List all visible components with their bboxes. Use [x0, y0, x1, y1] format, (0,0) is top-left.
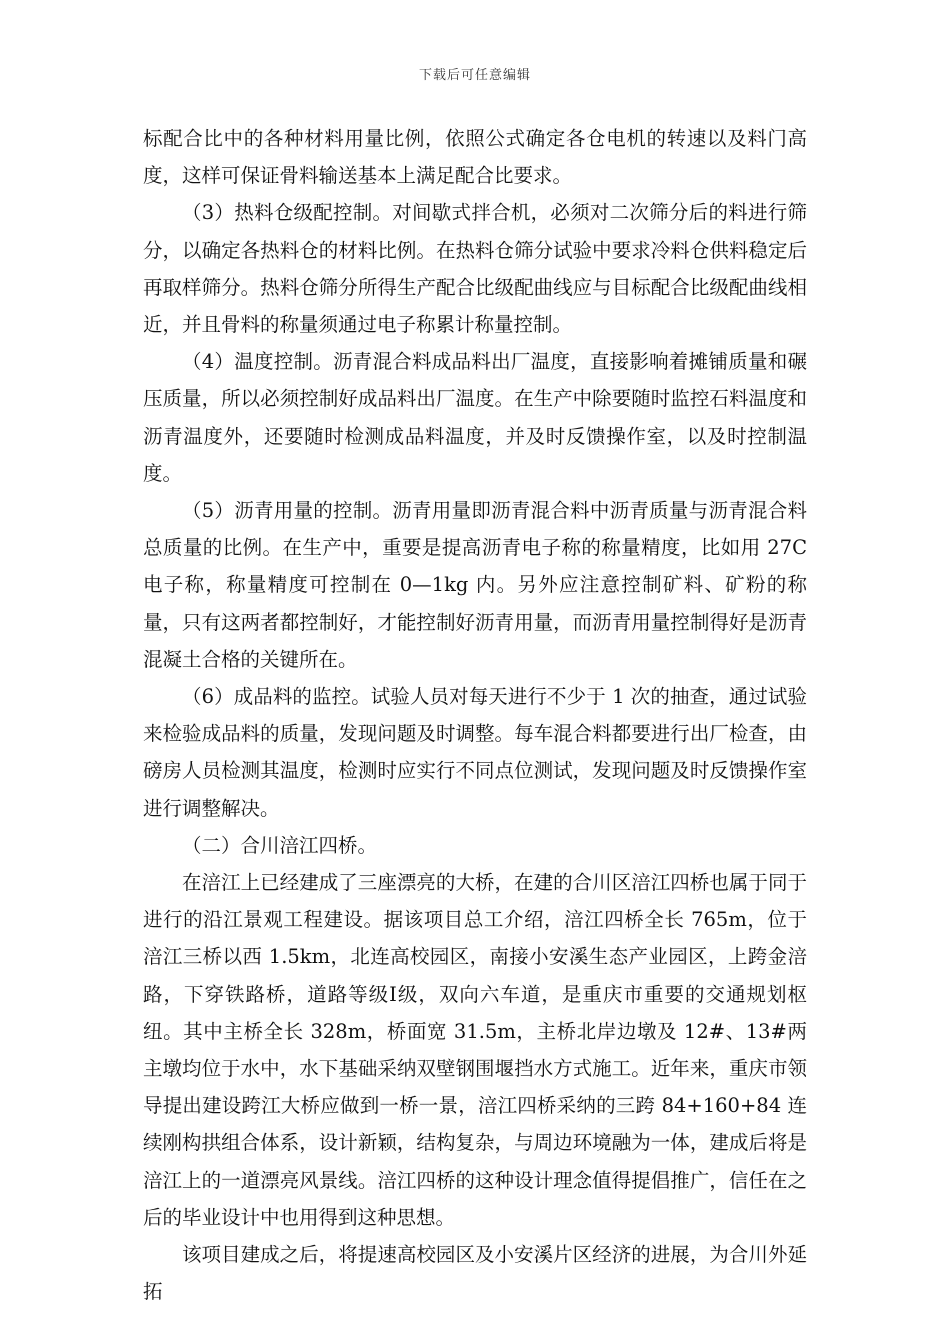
page-header-note: 下载后可任意编辑: [418, 68, 531, 83]
paragraph-hot-bin-grading: （3）热料仓级配控制。对间歇式拌合机，必须对二次筛分后的料进行筛分，以确定各热料仓的材料比例。在热料仓筛分试验中要求冷料仓供料稳定后再取样筛分。热料仓筛分所得生产配合比级配曲线应与目标配合比级配曲线相近，并且骨料的称量须通过电子称累计称量控制。: [143, 201, 807, 337]
paragraph-project-benefits: 该项目建成之后，将提速高校园区及小安溪片区经济的进展，为合川外延拓: [143, 1243, 807, 1304]
paragraph-finished-material: （6）成品料的监控。试验人员对每天进行不少于 1 次的抽查，通过试验来检验成品料的质量，发现问题及时调整。每车混合料都要进行出厂检查，由磅房人员检测其温度，检测时应实行不同点位测试，发现问题及时反馈操作室进行调整解决。: [143, 685, 807, 820]
section-heading-fujiang-bridge: （二）合川涪江四桥。: [182, 833, 378, 857]
paragraph-asphalt-dosage: （5）沥青用量的控制。沥青用量即沥青混合料中沥青质量与沥青混合料总质量的比例。在生产中，重要是提高沥青电子称的称量精度，比如用 27C 电子称，称量精度可控制在 0—1kg 内。另外应注意控制矿料、矿粉的称量，只有这两者都控制好，才能控制好沥青用量，而沥青用量控制得好是沥青混凝土合格的关键所在。: [143, 499, 807, 671]
paragraph-temperature-control: （4）温度控制。沥青混合料成品料出厂温度，直接影响着摊铺质量和碾压质量，所以必须控制好成品料出厂温度。在生产中除要随时监控石料温度和沥青温度外，还要随时检测成品料温度，并及时反馈操作室，以及时控制温度。: [143, 350, 807, 485]
paragraph-continuation: 标配合比中的各种材料用量比例，依照公式确定各仓电机的转速以及料门高度，这样可保证骨料输送基本上满足配合比要求。: [143, 127, 807, 188]
document-body: [143, 120, 807, 1311]
paragraph-fujiang-bridge: 在涪江上已经建成了三座漂亮的大桥，在建的合川区涪江四桥也属于同于进行的沿江景观工程建设。据该项目总工介绍，涪江四桥全长 765m，位于涪江三桥以西 1.5km，北连高校园区，南接小安溪生态产业园区，上跨金涪路，下穿铁路桥，道路等级Ⅰ级，双向六车道，是重庆市重要的交通规划枢纽。其中主桥全长 328m，桥面宽 31.5m，主桥北岸边墩及 12#、13#两主墩均位于水中，水下基础采纳双壁钢围堰挡水方式施工。近年来，重庆市领导提出建设跨江大桥应做到一桥一景，涪江四桥采纳的三跨 84+160+84 连续刚构拱组合体系，设计新颖，结构复杂，与周边环境融为一体，建成后将是涪江上的一道漂亮风景线。涪江四桥的这种设计理念值得提倡推广，信任在之后的毕业设计中也用得到这种思想。: [143, 871, 807, 1229]
